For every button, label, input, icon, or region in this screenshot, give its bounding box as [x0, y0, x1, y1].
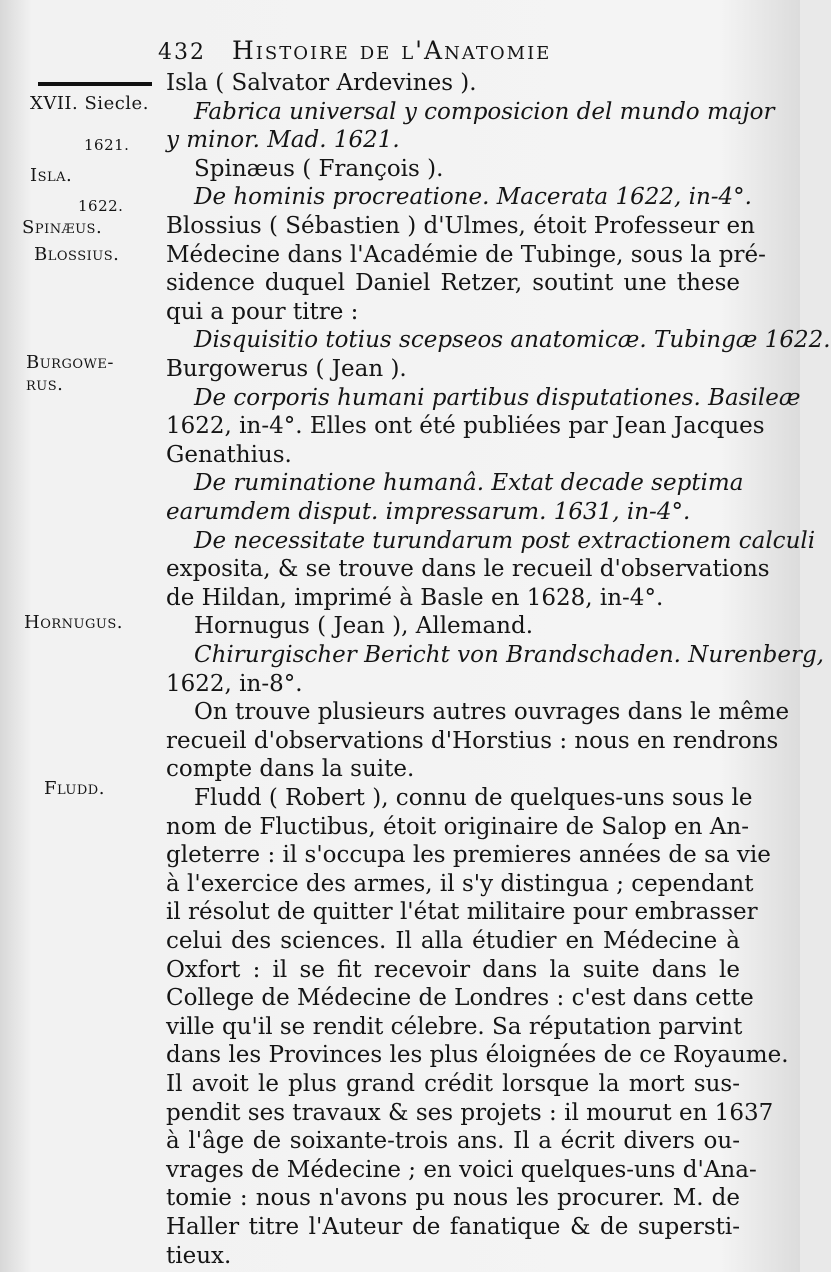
text-line: Chirurgischer Bericht von Brandschaden. Nurenberg,	[194, 642, 824, 668]
text-line: dans les Provinces les plus éloignées de ce Royaume.	[166, 1042, 789, 1069]
text-line: sidence duquel Daniel Retzer, soutint une these	[166, 270, 740, 297]
text-line: à l'âge de soixante-trois ans. Il a écrit divers ou-	[166, 1128, 740, 1155]
running-title: Histoire de l'Anatomie	[231, 36, 552, 65]
text-line: Médecine dans l'Académie de Tubinge, sous la pré-	[166, 241, 766, 268]
page-number: 432	[158, 40, 206, 65]
text-line: Haller titre l'Auteur de fanatique & de supersti-	[166, 1214, 740, 1240]
text-line: College de Médecine de Londres : c'est dans cette	[166, 985, 754, 1012]
text-line: Il avoit le plus grand crédit lorsque la mort sus-	[166, 1071, 740, 1097]
text-line: On trouve plusieurs autres ouvrages dans le même	[194, 699, 790, 726]
text-line: earumdem disput. impressarum. 1631, in-4°.	[166, 499, 691, 525]
text-line: compte dans la suite.	[166, 756, 415, 783]
margin-century: XVII. Siecle.	[30, 93, 149, 114]
margin-burgowerus: Burgowe-rus.	[26, 352, 114, 395]
text-line: Spinæus ( François ).	[194, 155, 444, 182]
text-line: de Hildan, imprimé à Basle en 1628, in-4°.	[166, 584, 664, 611]
margin-year-1622: 1622.	[78, 197, 124, 215]
text-line: Fabrica universal y composicion del mundo major	[194, 98, 775, 125]
text-line: à l'exercice des armes, il s'y distingua ; cependant	[166, 870, 754, 897]
text-line: Burgowerus ( Jean ).	[166, 356, 407, 382]
text-line: Blossius ( Sébastien ) d'Ulmes, étoit Professeur en	[166, 213, 755, 239]
margin-year-1621: 1621.	[84, 136, 130, 154]
header-rule	[38, 82, 152, 86]
margin-blossius: Blossius.	[34, 244, 120, 265]
text-line: De ruminatione humanâ. Extat decade septima	[194, 470, 744, 497]
text-line: Hornugus ( Jean ), Allemand.	[194, 613, 534, 640]
text-line: 1622, in-8°.	[166, 670, 303, 697]
text-line: Oxfort : il se fit recevoir dans la suite dans le	[166, 956, 740, 983]
text-line: y minor. Mad. 1621.	[166, 127, 400, 154]
text-line: il résolut de quitter l'état militaire pour embrasser	[166, 899, 758, 926]
text-line: De necessitate turundarum post extractionem calculi	[194, 527, 816, 554]
text-line: tomie : nous n'avons pu nous les procurer. M. de	[166, 1185, 740, 1212]
text-line: ville qu'il se rendit célebre. Sa réputation parvint	[166, 1013, 743, 1040]
margin-hornugus: Hornugus.	[24, 612, 123, 633]
text-line: tieux.	[166, 1242, 232, 1269]
text-line: Fludd ( Robert ), connu de quelques-uns sous le	[194, 785, 753, 811]
text-line: celui des sciences. Il alla étudier en Médecine à	[166, 928, 740, 954]
text-line: pendit ses travaux & ses projets : il mourut en 1637	[166, 1099, 774, 1126]
text-line: De hominis procreatione. Macerata 1622, in-4°.	[194, 184, 752, 211]
text-line: exposita, & se trouve dans le recueil d'observations	[166, 556, 770, 583]
text-line: recueil d'observations d'Horstius : nous en rendrons	[166, 727, 779, 754]
text-line: gleterre : il s'occupa les premieres années de sa vie	[166, 842, 771, 869]
text-line: qui a pour titre :	[166, 298, 359, 325]
margin-spinaeus: Spinæus.	[22, 217, 103, 238]
text-line: 1622, in-4°. Elles ont été publiées par Jean Jacques	[166, 413, 765, 440]
text-line: Disquisitio totius scepseos anatomicæ. Tubingæ 1622.	[194, 327, 831, 354]
text-line: nom de Fluctibus, étoit originaire de Salop en An-	[166, 813, 749, 840]
text-line: Genathius.	[166, 441, 292, 468]
text-line: Isla ( Salvator Ardevines ).	[166, 70, 477, 96]
text-line: De corporis humani partibus disputationes. Basileæ	[194, 384, 801, 411]
running-head	[158, 36, 778, 65]
text-line: vrages de Médecine ; en voici quelques-uns d'Ana-	[166, 1156, 757, 1183]
margin-isla: Isla.	[30, 165, 73, 186]
margin-fludd: Fludd.	[44, 778, 105, 799]
